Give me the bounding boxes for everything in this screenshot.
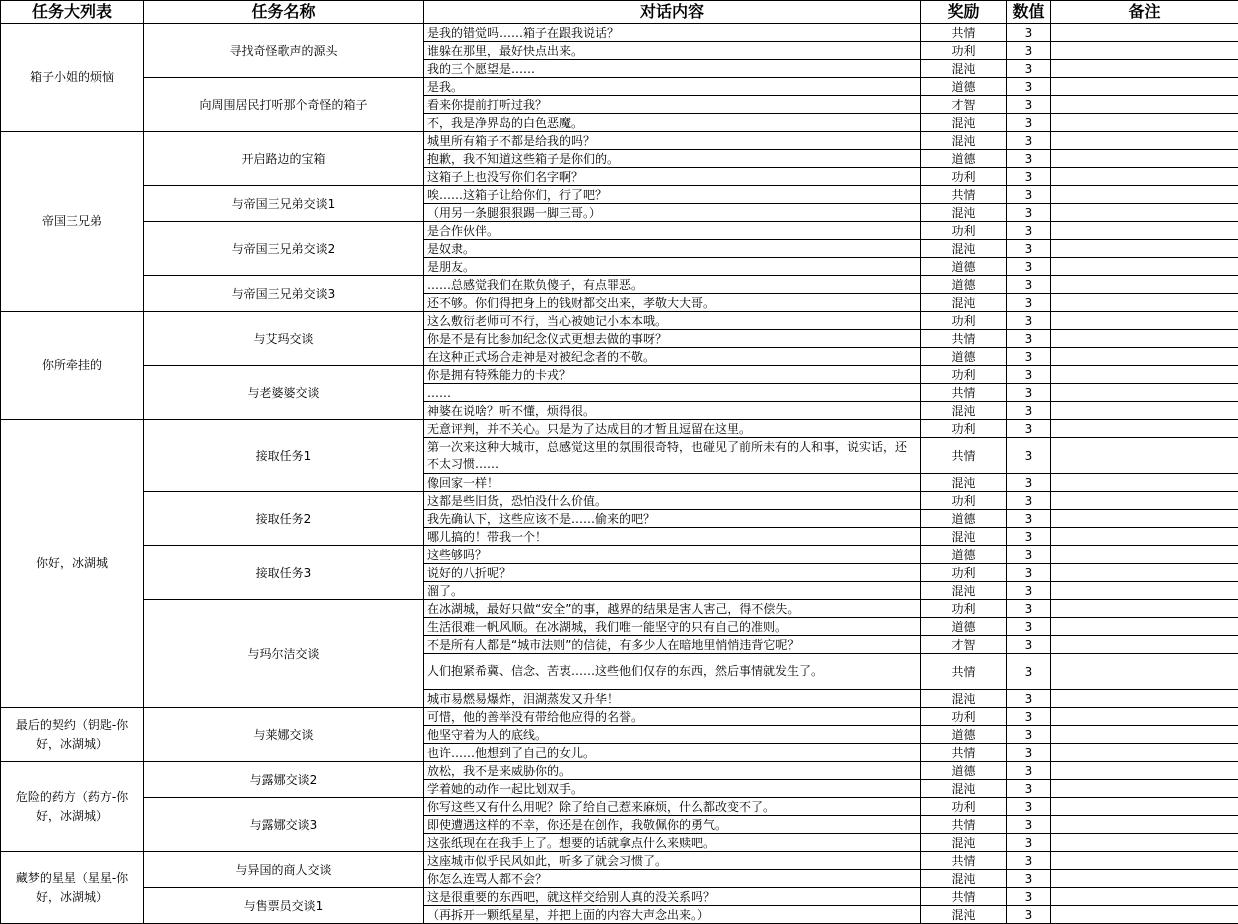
value-cell[interactable]: 3 [1007, 438, 1051, 474]
note-cell[interactable] [1051, 852, 1238, 870]
reward-cell[interactable]: 共情 [921, 654, 1007, 690]
dialogue-cell[interactable]: 谁躲在那里，最好快点出来。 [424, 42, 921, 60]
value-cell[interactable]: 3 [1007, 582, 1051, 600]
reward-cell[interactable]: 共情 [921, 330, 1007, 348]
reward-cell[interactable]: 混沌 [921, 780, 1007, 798]
reward-cell[interactable]: 功利 [921, 420, 1007, 438]
value-cell[interactable]: 3 [1007, 492, 1051, 510]
dialogue-cell[interactable]: 不是所有人都是“城市法则”的信徒，有多少人在暗地里悄悄违背它呢？ [424, 636, 921, 654]
dialogue-cell[interactable]: 你写这些又有什么用呢？除了给自己惹来麻烦，什么都改变不了。 [424, 798, 921, 816]
reward-cell[interactable]: 功利 [921, 222, 1007, 240]
note-cell[interactable] [1051, 348, 1238, 366]
dialogue-cell[interactable]: 还不够。你们得把身上的钱财都交出来，孝敬大大哥。 [424, 294, 921, 312]
dialogue-cell[interactable]: 这箱子上也没写你们名字啊？ [424, 168, 921, 186]
reward-cell[interactable]: 混沌 [921, 60, 1007, 78]
note-cell[interactable] [1051, 834, 1238, 852]
dialogue-cell[interactable]: 看来你提前打听过我？ [424, 96, 921, 114]
task-name-cell[interactable]: 向周围居民打听那个奇怪的箱子 [144, 78, 424, 132]
value-cell[interactable]: 3 [1007, 132, 1051, 150]
note-cell[interactable] [1051, 150, 1238, 168]
task-name-cell[interactable]: 与帝国三兄弟交谈2 [144, 222, 424, 276]
header-reward: 奖励 [921, 1, 1007, 24]
value-cell[interactable]: 3 [1007, 636, 1051, 654]
table-row [1, 546, 1238, 564]
reward-cell[interactable]: 道德 [921, 348, 1007, 366]
note-cell[interactable] [1051, 312, 1238, 330]
value-cell[interactable]: 3 [1007, 276, 1051, 294]
reward-cell[interactable]: 混沌 [921, 402, 1007, 420]
value-cell[interactable]: 3 [1007, 708, 1051, 726]
reward-cell[interactable]: 混沌 [921, 834, 1007, 852]
note-cell[interactable] [1051, 96, 1238, 114]
note-cell[interactable] [1051, 492, 1238, 510]
note-cell[interactable] [1051, 186, 1238, 204]
note-cell[interactable] [1051, 276, 1238, 294]
reward-cell[interactable]: 才智 [921, 636, 1007, 654]
dialogue-cell[interactable]: 是我的错觉吗……箱子在跟我说话？ [424, 24, 921, 42]
note-cell[interactable] [1051, 60, 1238, 78]
dialogue-cell[interactable]: 也许……他想到了自己的女儿。 [424, 744, 921, 762]
reward-cell[interactable]: 共情 [921, 186, 1007, 204]
reward-cell[interactable]: 共情 [921, 816, 1007, 834]
dialogue-cell[interactable]: （用另一条腿狠狠踢一脚三哥。） [424, 204, 921, 222]
dialogue-cell[interactable]: 不，我是净界岛的白色恶魔。 [424, 114, 921, 132]
note-cell[interactable] [1051, 384, 1238, 402]
reward-cell[interactable]: 混沌 [921, 240, 1007, 258]
value-cell[interactable]: 3 [1007, 744, 1051, 762]
dialogue-cell[interactable]: 这张纸现在在我手上了。想要的话就拿点什么来赎吧。 [424, 834, 921, 852]
note-cell[interactable] [1051, 204, 1238, 222]
reward-cell[interactable]: 混沌 [921, 294, 1007, 312]
note-cell[interactable] [1051, 78, 1238, 96]
note-cell[interactable] [1051, 744, 1238, 762]
reward-cell[interactable]: 才智 [921, 96, 1007, 114]
value-cell[interactable]: 3 [1007, 42, 1051, 60]
note-cell[interactable] [1051, 132, 1238, 150]
value-cell[interactable]: 3 [1007, 186, 1051, 204]
note-cell[interactable] [1051, 816, 1238, 834]
note-cell[interactable] [1051, 240, 1238, 258]
dialogue-cell[interactable]: ……总感觉我们在欺负傻子，有点罪恶。 [424, 276, 921, 294]
reward-cell[interactable]: 共情 [921, 24, 1007, 42]
dialogue-cell[interactable]: 唉……这箱子让给你们，行了吧？ [424, 186, 921, 204]
dialogue-cell[interactable]: 人们抱紧希冀、信念、苦衷……这些他们仅存的东西，然后事情就发生了。 [424, 654, 921, 690]
reward-cell[interactable]: 功利 [921, 42, 1007, 60]
note-cell[interactable] [1051, 258, 1238, 276]
dialogue-cell[interactable]: 学着她的动作一起比划双手。 [424, 780, 921, 798]
value-cell[interactable]: 3 [1007, 852, 1051, 870]
task-name-cell[interactable]: 与老婆婆交谈 [144, 366, 424, 420]
value-cell[interactable]: 3 [1007, 168, 1051, 186]
task-name-cell[interactable]: 与艾玛交谈 [144, 312, 424, 366]
dialogue-cell[interactable]: 你是不是有比参加纪念仪式更想去做的事呀？ [424, 330, 921, 348]
reward-cell[interactable]: 混沌 [921, 132, 1007, 150]
note-cell[interactable] [1051, 24, 1238, 42]
note-cell[interactable] [1051, 114, 1238, 132]
table-row [1, 132, 1238, 150]
table-row [1, 762, 1238, 780]
note-cell[interactable] [1051, 582, 1238, 600]
value-cell[interactable]: 3 [1007, 546, 1051, 564]
note-cell[interactable] [1051, 798, 1238, 816]
note-cell[interactable] [1051, 708, 1238, 726]
reward-cell[interactable]: 道德 [921, 78, 1007, 96]
group-name-cell[interactable]: 最后的契约（钥匙-你好，冰湖城） [1, 708, 144, 762]
reward-cell[interactable]: 混沌 [921, 114, 1007, 132]
task-name-cell[interactable]: 接取任务3 [144, 546, 424, 600]
value-cell[interactable]: 3 [1007, 78, 1051, 96]
value-cell[interactable]: 3 [1007, 690, 1051, 708]
value-cell[interactable]: 3 [1007, 618, 1051, 636]
value-cell[interactable]: 3 [1007, 564, 1051, 582]
table-row [1, 78, 1238, 96]
reward-cell[interactable]: 道德 [921, 276, 1007, 294]
dialogue-cell[interactable]: 神婆在说啥？听不懂，烦得很。 [424, 402, 921, 420]
reward-cell[interactable]: 混沌 [921, 474, 1007, 492]
task-name-cell[interactable]: 与露娜交谈3 [144, 798, 424, 852]
dialogue-cell[interactable]: 我的三个愿望是…… [424, 60, 921, 78]
note-cell[interactable] [1051, 402, 1238, 420]
note-cell[interactable] [1051, 438, 1238, 474]
value-cell[interactable]: 3 [1007, 330, 1051, 348]
task-name-cell[interactable]: 与莱娜交谈 [144, 708, 424, 762]
note-cell[interactable] [1051, 294, 1238, 312]
table-row [1, 888, 1238, 906]
note-cell[interactable] [1051, 888, 1238, 906]
value-cell[interactable]: 3 [1007, 60, 1051, 78]
value-cell[interactable]: 3 [1007, 402, 1051, 420]
note-cell[interactable] [1051, 618, 1238, 636]
dialogue-cell[interactable]: 溜了。 [424, 582, 921, 600]
dialogue-cell[interactable]: 是奴隶。 [424, 240, 921, 258]
dialogue-cell[interactable]: 你是拥有特殊能力的卡戎？ [424, 366, 921, 384]
header-row [1, 1, 1238, 24]
table-row [1, 24, 1238, 42]
dialogue-cell[interactable]: 可惜，他的善举没有带给他应得的名誉。 [424, 708, 921, 726]
value-cell[interactable]: 3 [1007, 816, 1051, 834]
reward-cell[interactable]: 混沌 [921, 528, 1007, 546]
value-cell[interactable]: 3 [1007, 222, 1051, 240]
table-body [1, 24, 1238, 924]
dialogue-cell[interactable]: 在冰湖城，最好只做“安全”的事，越界的结果是害人害己，得不偿失。 [424, 600, 921, 618]
dialogue-cell[interactable]: 第一次来这种大城市，总感觉这里的氛围很奇特，也碰见了前所未有的人和事，说实话，还不太习惯…… [424, 438, 921, 474]
reward-cell[interactable]: 功利 [921, 312, 1007, 330]
table-row [1, 492, 1238, 510]
value-cell[interactable]: 3 [1007, 420, 1051, 438]
value-cell[interactable]: 3 [1007, 366, 1051, 384]
task-name-cell[interactable]: 与帝国三兄弟交谈3 [144, 276, 424, 312]
note-cell[interactable] [1051, 510, 1238, 528]
value-cell[interactable]: 3 [1007, 258, 1051, 276]
note-cell[interactable] [1051, 690, 1238, 708]
dialogue-cell[interactable]: 生活很难一帆风顺。在冰湖城，我们唯一能坚守的只有自己的准则。 [424, 618, 921, 636]
note-cell[interactable] [1051, 528, 1238, 546]
header-task: 任务名称 [144, 1, 424, 24]
note-cell[interactable] [1051, 420, 1238, 438]
reward-cell[interactable]: 混沌 [921, 690, 1007, 708]
dialogue-cell[interactable]: 是我。 [424, 78, 921, 96]
value-cell[interactable]: 3 [1007, 24, 1051, 42]
note-cell[interactable] [1051, 222, 1238, 240]
task-name-cell[interactable]: 寻找奇怪歌声的源头 [144, 24, 424, 78]
value-cell[interactable]: 3 [1007, 150, 1051, 168]
value-cell[interactable]: 3 [1007, 762, 1051, 780]
dialogue-cell[interactable]: （再拆开一颗纸星星，并把上面的内容大声念出来。） [424, 906, 921, 924]
reward-cell[interactable]: 混沌 [921, 906, 1007, 924]
task-name-cell[interactable]: 接取任务2 [144, 492, 424, 546]
reward-cell[interactable]: 共情 [921, 438, 1007, 474]
dialogue-cell[interactable]: 放松，我不是来威胁你的。 [424, 762, 921, 780]
note-cell[interactable] [1051, 42, 1238, 60]
dialogue-cell[interactable]: 你怎么连骂人都不会？ [424, 870, 921, 888]
dialogue-cell[interactable]: 抱歉，我不知道这些箱子是你们的。 [424, 150, 921, 168]
note-cell[interactable] [1051, 726, 1238, 744]
header-value: 数值 [1007, 1, 1051, 24]
note-cell[interactable] [1051, 870, 1238, 888]
task-name-cell[interactable]: 开启路边的宝箱 [144, 132, 424, 186]
note-cell[interactable] [1051, 474, 1238, 492]
table-row [1, 366, 1238, 384]
dialogue-cell[interactable]: 像回家一样！ [424, 474, 921, 492]
reward-cell[interactable]: 道德 [921, 546, 1007, 564]
dialogue-cell[interactable]: 这都是些旧货，恐怕没什么价值。 [424, 492, 921, 510]
task-name-cell[interactable]: 与帝国三兄弟交谈1 [144, 186, 424, 222]
value-cell[interactable]: 3 [1007, 510, 1051, 528]
note-cell[interactable] [1051, 654, 1238, 690]
value-cell[interactable]: 3 [1007, 294, 1051, 312]
table-row [1, 600, 1238, 618]
reward-cell[interactable]: 混沌 [921, 582, 1007, 600]
reward-cell[interactable]: 功利 [921, 492, 1007, 510]
value-cell[interactable]: 3 [1007, 474, 1051, 492]
reward-cell[interactable]: 共情 [921, 744, 1007, 762]
reward-cell[interactable]: 功利 [921, 366, 1007, 384]
header-note: 备注 [1051, 1, 1238, 24]
dialogue-cell[interactable]: 无意评判，并不关心。只是为了达成目的才暂且逗留在这里。 [424, 420, 921, 438]
value-cell[interactable]: 3 [1007, 114, 1051, 132]
table-row [1, 798, 1238, 816]
header-group: 任务大列表 [1, 1, 144, 24]
reward-cell[interactable]: 道德 [921, 150, 1007, 168]
dialogue-cell[interactable]: 说好的八折呢？ [424, 564, 921, 582]
note-cell[interactable] [1051, 330, 1238, 348]
dialogue-cell[interactable]: 这么敷衍老师可不行，当心被她记小本本哦。 [424, 312, 921, 330]
value-cell[interactable]: 3 [1007, 726, 1051, 744]
dialogue-cell[interactable]: 哪儿搞的！带我一个！ [424, 528, 921, 546]
task-name-cell[interactable]: 与露娜交谈2 [144, 762, 424, 798]
note-cell[interactable] [1051, 762, 1238, 780]
table-row [1, 852, 1238, 870]
reward-cell[interactable]: 道德 [921, 726, 1007, 744]
table-row [1, 420, 1238, 438]
note-cell[interactable] [1051, 564, 1238, 582]
dialogue-cell[interactable]: 他坚守着为人的底线。 [424, 726, 921, 744]
value-cell[interactable]: 3 [1007, 798, 1051, 816]
dialogue-cell[interactable]: 城里所有箱子不都是给我的吗？ [424, 132, 921, 150]
group-name-cell[interactable]: 帝国三兄弟 [1, 132, 144, 312]
note-cell[interactable] [1051, 780, 1238, 798]
reward-cell[interactable]: 道德 [921, 510, 1007, 528]
group-name-cell[interactable]: 你好，冰湖城 [1, 420, 144, 708]
dialogue-cell[interactable]: 这座城市似乎民风如此，听多了就会习惯了。 [424, 852, 921, 870]
table-row [1, 222, 1238, 240]
value-cell[interactable]: 3 [1007, 240, 1051, 258]
task-name-cell[interactable]: 与玛尔洁交谈 [144, 600, 424, 708]
reward-cell[interactable]: 道德 [921, 762, 1007, 780]
note-cell[interactable] [1051, 366, 1238, 384]
dialogue-cell[interactable]: 在这种正式场合走神是对被纪念者的不敬。 [424, 348, 921, 366]
reward-cell[interactable]: 混沌 [921, 870, 1007, 888]
dialogue-cell[interactable]: 即使遭遇这样的不幸，你还是在创作，我敬佩你的勇气。 [424, 816, 921, 834]
value-cell[interactable]: 3 [1007, 312, 1051, 330]
value-cell[interactable]: 3 [1007, 834, 1051, 852]
value-cell[interactable]: 3 [1007, 888, 1051, 906]
task-name-cell[interactable]: 与异国的商人交谈 [144, 852, 424, 888]
note-cell[interactable] [1051, 546, 1238, 564]
reward-cell[interactable]: 功利 [921, 708, 1007, 726]
reward-cell[interactable]: 共情 [921, 384, 1007, 402]
reward-cell[interactable]: 功利 [921, 168, 1007, 186]
reward-cell[interactable]: 功利 [921, 564, 1007, 582]
table-row [1, 186, 1238, 204]
value-cell[interactable]: 3 [1007, 600, 1051, 618]
value-cell[interactable]: 3 [1007, 96, 1051, 114]
reward-cell[interactable]: 功利 [921, 600, 1007, 618]
dialogue-cell[interactable]: …… [424, 384, 921, 402]
task-name-cell[interactable]: 接取任务1 [144, 420, 424, 492]
dialogue-cell[interactable]: 是朋友。 [424, 258, 921, 276]
task-name-cell[interactable]: 与售票员交谈1 [144, 888, 424, 924]
dialogue-cell[interactable]: 是合作伙伴。 [424, 222, 921, 240]
note-cell[interactable] [1051, 600, 1238, 618]
value-cell[interactable]: 3 [1007, 348, 1051, 366]
dialogue-cell[interactable]: 城市易燃易爆炸，泪湖蒸发又升华！ [424, 690, 921, 708]
table-row [1, 708, 1238, 726]
value-cell[interactable]: 3 [1007, 204, 1051, 222]
header-dialogue: 对话内容 [424, 1, 921, 24]
reward-cell[interactable]: 共情 [921, 852, 1007, 870]
value-cell[interactable]: 3 [1007, 384, 1051, 402]
value-cell[interactable]: 3 [1007, 528, 1051, 546]
dialogue-cell[interactable]: 我先确认下，这些应该不是……偷来的吧？ [424, 510, 921, 528]
note-cell[interactable] [1051, 636, 1238, 654]
reward-cell[interactable]: 混沌 [921, 204, 1007, 222]
note-cell[interactable] [1051, 906, 1238, 924]
value-cell[interactable]: 3 [1007, 870, 1051, 888]
value-cell[interactable]: 3 [1007, 780, 1051, 798]
group-name-cell[interactable]: 藏梦的星星（星星-你好，冰湖城） [1, 852, 144, 924]
table-row [1, 276, 1238, 294]
dialogue-cell[interactable]: 这是很重要的东西吧，就这样交给别人真的没关系吗？ [424, 888, 921, 906]
dialogue-cell[interactable]: 这些够吗？ [424, 546, 921, 564]
reward-cell[interactable]: 共情 [921, 888, 1007, 906]
reward-cell[interactable]: 道德 [921, 258, 1007, 276]
value-cell[interactable]: 3 [1007, 906, 1051, 924]
group-name-cell[interactable]: 危险的药方（药方-你好，冰湖城） [1, 762, 144, 852]
group-name-cell[interactable]: 你所牵挂的 [1, 312, 144, 420]
value-cell[interactable]: 3 [1007, 654, 1051, 690]
group-name-cell[interactable]: 箱子小姐的烦恼 [1, 24, 144, 132]
table-row [1, 312, 1238, 330]
reward-cell[interactable]: 功利 [921, 798, 1007, 816]
note-cell[interactable] [1051, 168, 1238, 186]
reward-cell[interactable]: 道德 [921, 618, 1007, 636]
